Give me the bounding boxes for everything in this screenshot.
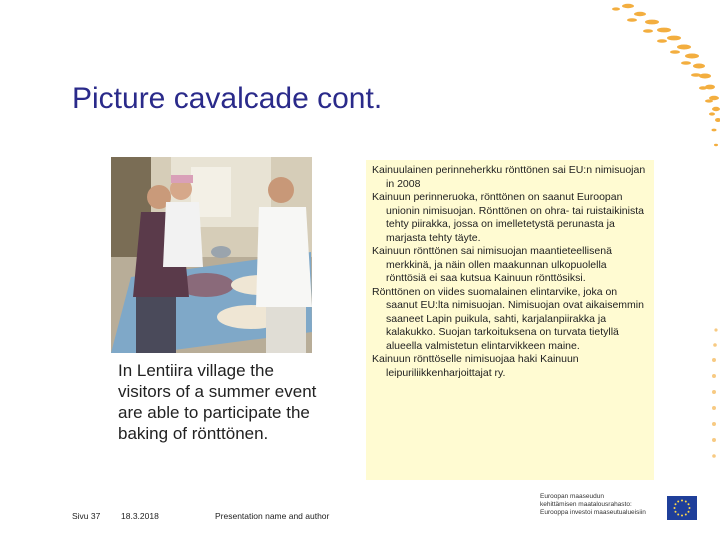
info-item: Kainuun rönttönen sai nimisuojan maantieteellisenä merkkinä, ja näin ollen maakunnan ulkopuolella rönttösiä ei saa kutsua Kainuun rönttösiksi. bbox=[372, 245, 612, 284]
eu-fund-line: kehittämisen maatalousrahasto: bbox=[540, 501, 632, 508]
info-item: Kainuulainen perinneherkku rönttönen sai EU:n nimisuojan in 2008 bbox=[372, 164, 646, 190]
eu-flag-icon bbox=[667, 496, 697, 520]
info-item: Rönttönen on viides suomalainen elintarvike, joka on saanut EU:lta nimisuojan. Nimisuojan ovat aikaisemmin saaneet Lapin puikula, sahti, karjalanpiirakka ja kalakukko. Suojan tarkoituksena on turvata tietyllä alueella valmistetun elintarvikkeen maine. bbox=[372, 285, 644, 352]
eu-fund-line: Eurooppa investoi maaseutualueisiin bbox=[540, 509, 646, 516]
eu-fund-line: Euroopan maaseudun bbox=[540, 493, 604, 500]
eu-fund-text bbox=[540, 493, 660, 517]
info-item: Kainuun rönttöselle nimisuojaa haki Kainuun leipuriliikkenharjoittajat ry. bbox=[372, 353, 579, 379]
baking-photo bbox=[111, 157, 312, 353]
footer-page-number: Sivu 37 bbox=[72, 511, 101, 521]
slide-title: Picture cavalcade cont. bbox=[72, 82, 383, 115]
footer-presentation: Presentation name and author bbox=[215, 511, 330, 521]
photo-caption: In Lentiira village the visitors of a summer event are able to participate the baking of rönttönen. bbox=[118, 361, 317, 443]
footer-date: 18.3.2018 bbox=[121, 511, 159, 521]
info-item: Kainuun perinneruoka, rönttönen on saanut Euroopan unionin nimisuojan. Rönttönen on ohra- tai ruistaikinista tehty piirakka, jossa on imelletetystä perunasta ja marjasta tehty täyte. bbox=[372, 191, 644, 244]
info-textbox bbox=[366, 160, 654, 480]
